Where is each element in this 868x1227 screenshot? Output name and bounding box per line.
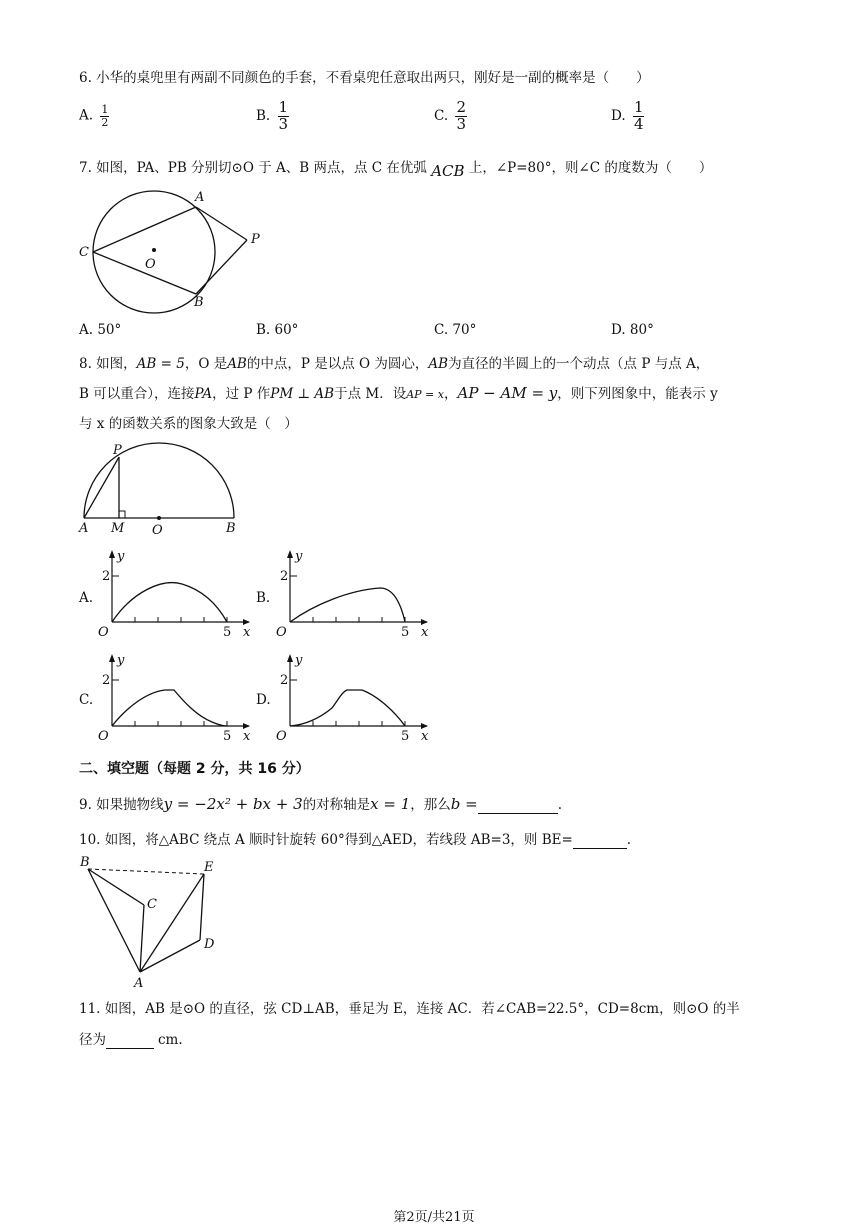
svg-text:O: O: [276, 625, 287, 640]
q7-option-c: C. 70°: [434, 322, 477, 338]
q9-line: 9. 如果抛物线y = −2x² + bx + 3的对称轴是x = 1，那么b = .: [79, 795, 563, 813]
answer-blank[interactable]: [106, 1032, 154, 1049]
svg-text:O: O: [276, 729, 287, 744]
svg-text:y: y: [295, 653, 303, 668]
fraction: $\frac{1}{3}$: [278, 98, 289, 133]
svg-text:5: 5: [223, 729, 232, 744]
label-a: A: [79, 521, 89, 536]
option-label: B.: [256, 107, 271, 124]
semicircle: [84, 443, 234, 518]
graph-a-label: A.: [79, 590, 94, 606]
q8-figure: [76, 438, 246, 538]
section-heading: 二、填空题（每题 2 分，共 16 分）: [79, 761, 310, 777]
q10-figure: [76, 852, 226, 992]
svg-text:2: 2: [102, 673, 111, 688]
graph-d-label: D.: [256, 692, 271, 708]
svg-text:y: y: [117, 653, 125, 668]
q8-line-2: B 可以重合），连接PA，过 P 作PM ⊥ AB于点 M．设AP = x，AP − AM = y，则下列图象中，能表示 y: [79, 384, 718, 402]
q10-line: 10. 如图，将△ABC 绕点 A 顺时针旋转 60°得到△AED，若线段 AB=3，则 BE= .: [79, 832, 632, 848]
label-m: M: [111, 521, 125, 536]
q7-figure: [76, 180, 266, 310]
arc-label: ACB: [431, 162, 465, 180]
segment-pa: [84, 457, 119, 518]
graph-c-label: C.: [79, 692, 94, 708]
option-label: D.: [611, 107, 626, 124]
q6-option-b: [256, 100, 289, 133]
answer-blank[interactable]: [478, 797, 558, 814]
answer-blank[interactable]: [573, 832, 627, 849]
q8-line-1: 8. 如图，AB = 5，O 是AB的中点，P 是以点 O 为圆心，AB为直径的半圆上的一个动点（点 P 与点 A，: [79, 356, 710, 372]
segment-ea: [140, 874, 204, 972]
label-b: B: [80, 855, 90, 870]
q7-stem: 7. 如图，PA、PB 分别切⊙O 于 A、B 两点，点 C 在优弧 ACB 上，∠P=80°，则∠C 的度数为（ ）: [79, 160, 713, 180]
page-footer: 第2页/共21页: [393, 1210, 475, 1225]
svg-text:2: 2: [280, 569, 289, 584]
q7-option-b: B. 60°: [256, 322, 299, 338]
svg-text:y: y: [117, 549, 125, 564]
curve-d: [290, 690, 405, 726]
curve-a: [112, 583, 227, 622]
segment-ed: [200, 874, 204, 940]
q11-line-1: 11. 如图，AB 是⊙O 的直径，弦 CD⊥AB，垂足为 E，连接 AC．若∠CAB=22.5°，CD=8cm，则⊙O 的半: [79, 1001, 740, 1017]
svg-text:2: 2: [280, 673, 289, 688]
q6-option-a: [79, 104, 109, 128]
tangent-pa: [196, 207, 247, 240]
svg-text:y: y: [295, 549, 303, 564]
svg-text:O: O: [98, 625, 109, 640]
segment-ba: [88, 869, 140, 972]
label-c: C: [79, 245, 89, 260]
segment-ca: [93, 207, 196, 252]
label-a: A: [134, 976, 144, 991]
svg-text:O: O: [98, 729, 109, 744]
label-b: B: [226, 521, 236, 536]
svg-text:x: x: [243, 625, 251, 640]
label-o: O: [152, 523, 163, 538]
svg-text:x: x: [243, 729, 251, 744]
option-label: A.: [79, 107, 94, 124]
graph-d: [270, 652, 430, 742]
svg-text:2: 2: [102, 569, 111, 584]
graph-b-label: B.: [256, 590, 271, 606]
right-angle-mark: [119, 511, 125, 518]
q7-option-a: A. 50°: [79, 322, 122, 338]
label-b: B: [194, 295, 204, 310]
graph-c: [92, 652, 252, 742]
fraction: $\frac{2}{3}$: [456, 98, 466, 133]
svg-text:x: x: [421, 729, 429, 744]
q6-option-c: [434, 100, 467, 133]
option-label: C.: [434, 107, 449, 124]
label-o: O: [145, 257, 156, 272]
label-p: P: [251, 232, 260, 247]
segment-da: [140, 940, 200, 972]
svg-text:x: x: [421, 625, 429, 640]
segment-be: [88, 869, 204, 874]
curve-c: [112, 690, 227, 726]
svg-text:5: 5: [401, 625, 410, 640]
curve-b: [290, 588, 405, 622]
fraction: $\frac{1}{4}$: [633, 98, 644, 133]
graph-b: [270, 548, 430, 638]
label-a: A: [195, 190, 205, 205]
q8-line-3: 与 x 的函数关系的图象大致是（ ）: [79, 416, 298, 432]
svg-text:5: 5: [401, 729, 410, 744]
q6-option-d: [611, 100, 644, 133]
q7-option-d: D. 80°: [611, 322, 654, 338]
label-c: C: [147, 897, 157, 912]
label-p: P: [113, 443, 122, 458]
graph-a: [92, 548, 252, 638]
svg-text:5: 5: [223, 625, 232, 640]
q11-line-2: 径为 cm.: [79, 1032, 183, 1048]
q6-stem: 6. 小华的桌兜里有两副不同颜色的手套，不看桌兜任意取出两只，刚好是一副的概率是（ ）: [79, 70, 650, 86]
segment-ca: [140, 905, 144, 972]
label-e: E: [204, 860, 214, 875]
center-dot: [157, 516, 161, 520]
fraction: $\frac{1}{2}$: [101, 103, 109, 129]
tangent-pb: [196, 240, 247, 294]
center-dot: [152, 248, 156, 252]
label-d: D: [204, 937, 215, 952]
